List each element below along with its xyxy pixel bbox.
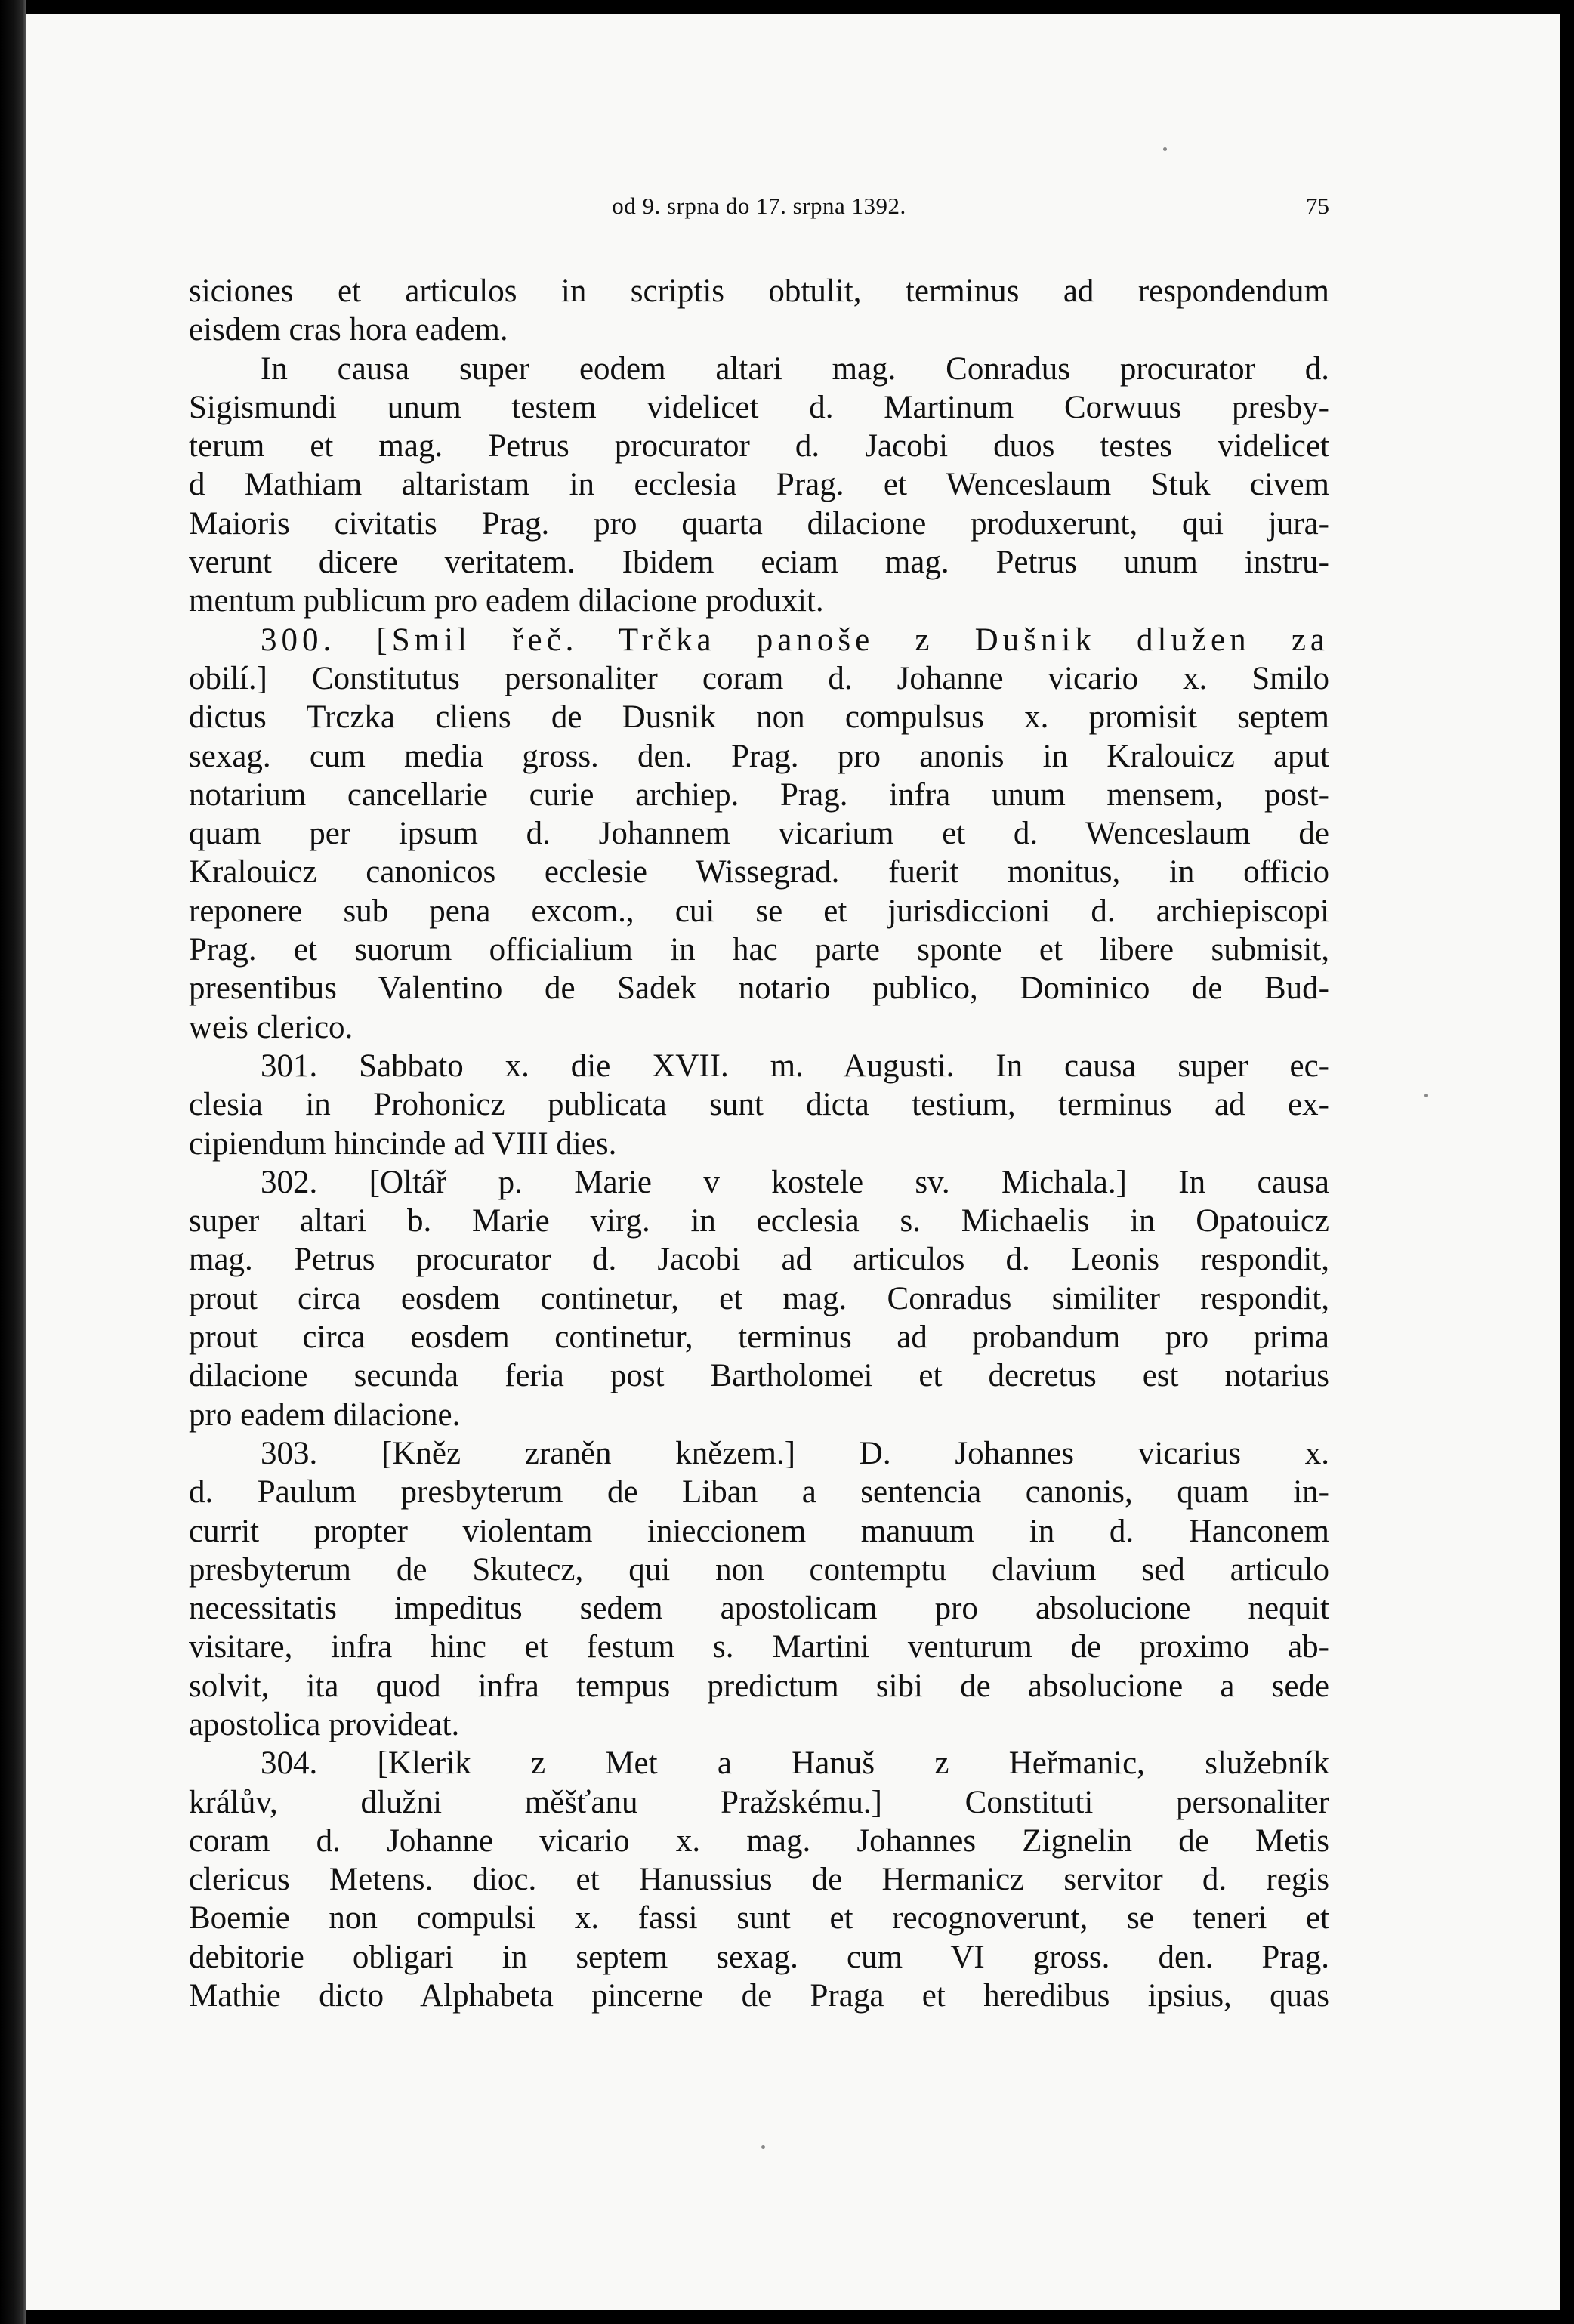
text-line: clericus Metens. dioc. et Hanussius de Hermanicz servitor d. regis bbox=[189, 1862, 1329, 1898]
text-line: sexag. cum media gross. den. Prag. pro anonis in Kralouicz aput bbox=[189, 738, 1329, 774]
text-line: super altari b. Marie virg. in ecclesia s. Michaelis in Opatouicz bbox=[189, 1203, 1329, 1239]
text-line: currit propter violentam inieccionem manuum in d. Hanconem bbox=[189, 1513, 1329, 1549]
entry-heading-line: 301. Sabbato x. die XVII. m. Augusti. In causa super ec- bbox=[261, 1048, 1329, 1084]
text-line: eisdem cras hora eadem. bbox=[189, 312, 508, 348]
text-line: siciones et articulos in scriptis obtulit, terminus ad respondendum bbox=[189, 273, 1329, 309]
text-line: coram d. Johanne vicario x. mag. Johannes Zignelin de Metis bbox=[189, 1822, 1329, 1859]
entry-heading-line: 303. [Kněz zraněn knězem.] D. Johannes vicarius x. bbox=[261, 1435, 1329, 1471]
text-line: Prag. et suorum officialium in hac parte sponte et libere submisit, bbox=[189, 932, 1329, 968]
text-line: presentibus Valentino de Sadek notario publico, Dominico de Bud- bbox=[189, 971, 1329, 1007]
entry-heading-line: 304. [Klerik z Met a Hanuš z Heřmanic, služebník bbox=[261, 1745, 1329, 1782]
text-line: pro eadem dilacione. bbox=[189, 1397, 461, 1433]
entry-heading-line: 302. [Oltář p. Marie v kostele sv. Michala.] In causa bbox=[261, 1164, 1329, 1200]
text-line: weis clerico. bbox=[189, 1009, 353, 1045]
text-line: d. Paulum presbyterum de Liban a sentencia canonis, quam in- bbox=[189, 1474, 1329, 1511]
text-line: dictus Trczka cliens de Dusnik non compulsus x. promisit septem bbox=[189, 699, 1329, 736]
scan-speck bbox=[1163, 147, 1167, 151]
text-line: prout circa eosdem continetur, et mag. Conradus similiter respondit, bbox=[189, 1280, 1329, 1316]
text-line: In causa super eodem altari mag. Conradus procurator d. bbox=[261, 350, 1329, 387]
text-line: prout circa eosdem continetur, terminus ad probandum pro prima bbox=[189, 1319, 1329, 1356]
text-line: cipiendum hincinde ad VIII dies. bbox=[189, 1125, 617, 1162]
text-line: králův, dlužni měšťanu Pražskému.] Constituti personaliter bbox=[189, 1784, 1329, 1820]
page-number: 75 bbox=[1306, 193, 1329, 219]
text-line: terum et mag. Petrus procurator d. Jacobi duos testes videlicet bbox=[189, 428, 1329, 464]
scan-speck bbox=[1424, 1094, 1428, 1097]
text-line: obilí.] Constitutus personaliter coram d. Johanne vicario x. Smilo bbox=[189, 660, 1329, 696]
text-line: dilacione secunda feria post Bartholomei et decretus est notarius bbox=[189, 1358, 1329, 1394]
text-line: mentum publicum pro eadem dilacione produxit. bbox=[189, 583, 824, 619]
running-title: od 9. srpna do 17. srpna 1392. bbox=[612, 193, 906, 219]
text-line: Maioris civitatis Prag. pro quarta dilacione produxerunt, qui jura- bbox=[189, 505, 1329, 542]
text-line: Kralouicz canonicos ecclesie Wissegrad. fuerit monitus, in officio bbox=[189, 854, 1329, 890]
text-line: presbyterum de Skutecz, qui non contemptu clavium sed articulo bbox=[189, 1551, 1329, 1588]
text-line: mag. Petrus procurator d. Jacobi ad articulos d. Leonis respondit, bbox=[189, 1242, 1329, 1278]
text-line: clesia in Prohonicz publicata sunt dicta testium, terminus ad ex- bbox=[189, 1087, 1329, 1123]
text-line: notarium cancellarie curie archiep. Prag. infra unum mensem, post- bbox=[189, 776, 1329, 813]
text-line: debitorie obligari in septem sexag. cum VI gross. den. Prag. bbox=[189, 1939, 1329, 1975]
text-line: apostolica provideat. bbox=[189, 1706, 460, 1742]
text-line: Boemie non compulsi x. fassi sunt et recognoverunt, se teneri et bbox=[189, 1900, 1329, 1937]
text-line: d Mathiam altaristam in ecclesia Prag. et Wenceslaum Stuk civem bbox=[189, 467, 1329, 503]
body-text bbox=[189, 272, 1329, 2015]
text-line: quam per ipsum d. Johannem vicarium et d. Wenceslaum de bbox=[189, 816, 1329, 852]
text-line: solvit, ita quod infra tempus predictum sibi de absolucione a sede bbox=[189, 1668, 1329, 1704]
scan-binding-edge bbox=[0, 0, 26, 2324]
text-line: necessitatis impeditus sedem apostolicam pro absolucione nequit bbox=[189, 1591, 1329, 1627]
scan-speck bbox=[761, 2145, 765, 2149]
page-header bbox=[189, 193, 1329, 230]
text-line: Sigismundi unum testem videlicet d. Martinum Corwuus presby- bbox=[189, 389, 1329, 425]
text-line: verunt dicere veritatem. Ibidem eciam mag. Petrus unum instru- bbox=[189, 545, 1329, 581]
text-line: reponere sub pena excom., cui se et jurisdiccioni d. archiepiscopi bbox=[189, 893, 1329, 929]
text-line: Mathie dicto Alphabeta pincerne de Praga et heredibus ipsius, quas bbox=[189, 1978, 1329, 2014]
entry-heading-line: 300. [Smil řeč. Trčka panoše z Dušnik dlužen za bbox=[261, 622, 1329, 658]
text-line: visitare, infra hinc et festum s. Martini venturum de proximo ab- bbox=[189, 1629, 1329, 1665]
